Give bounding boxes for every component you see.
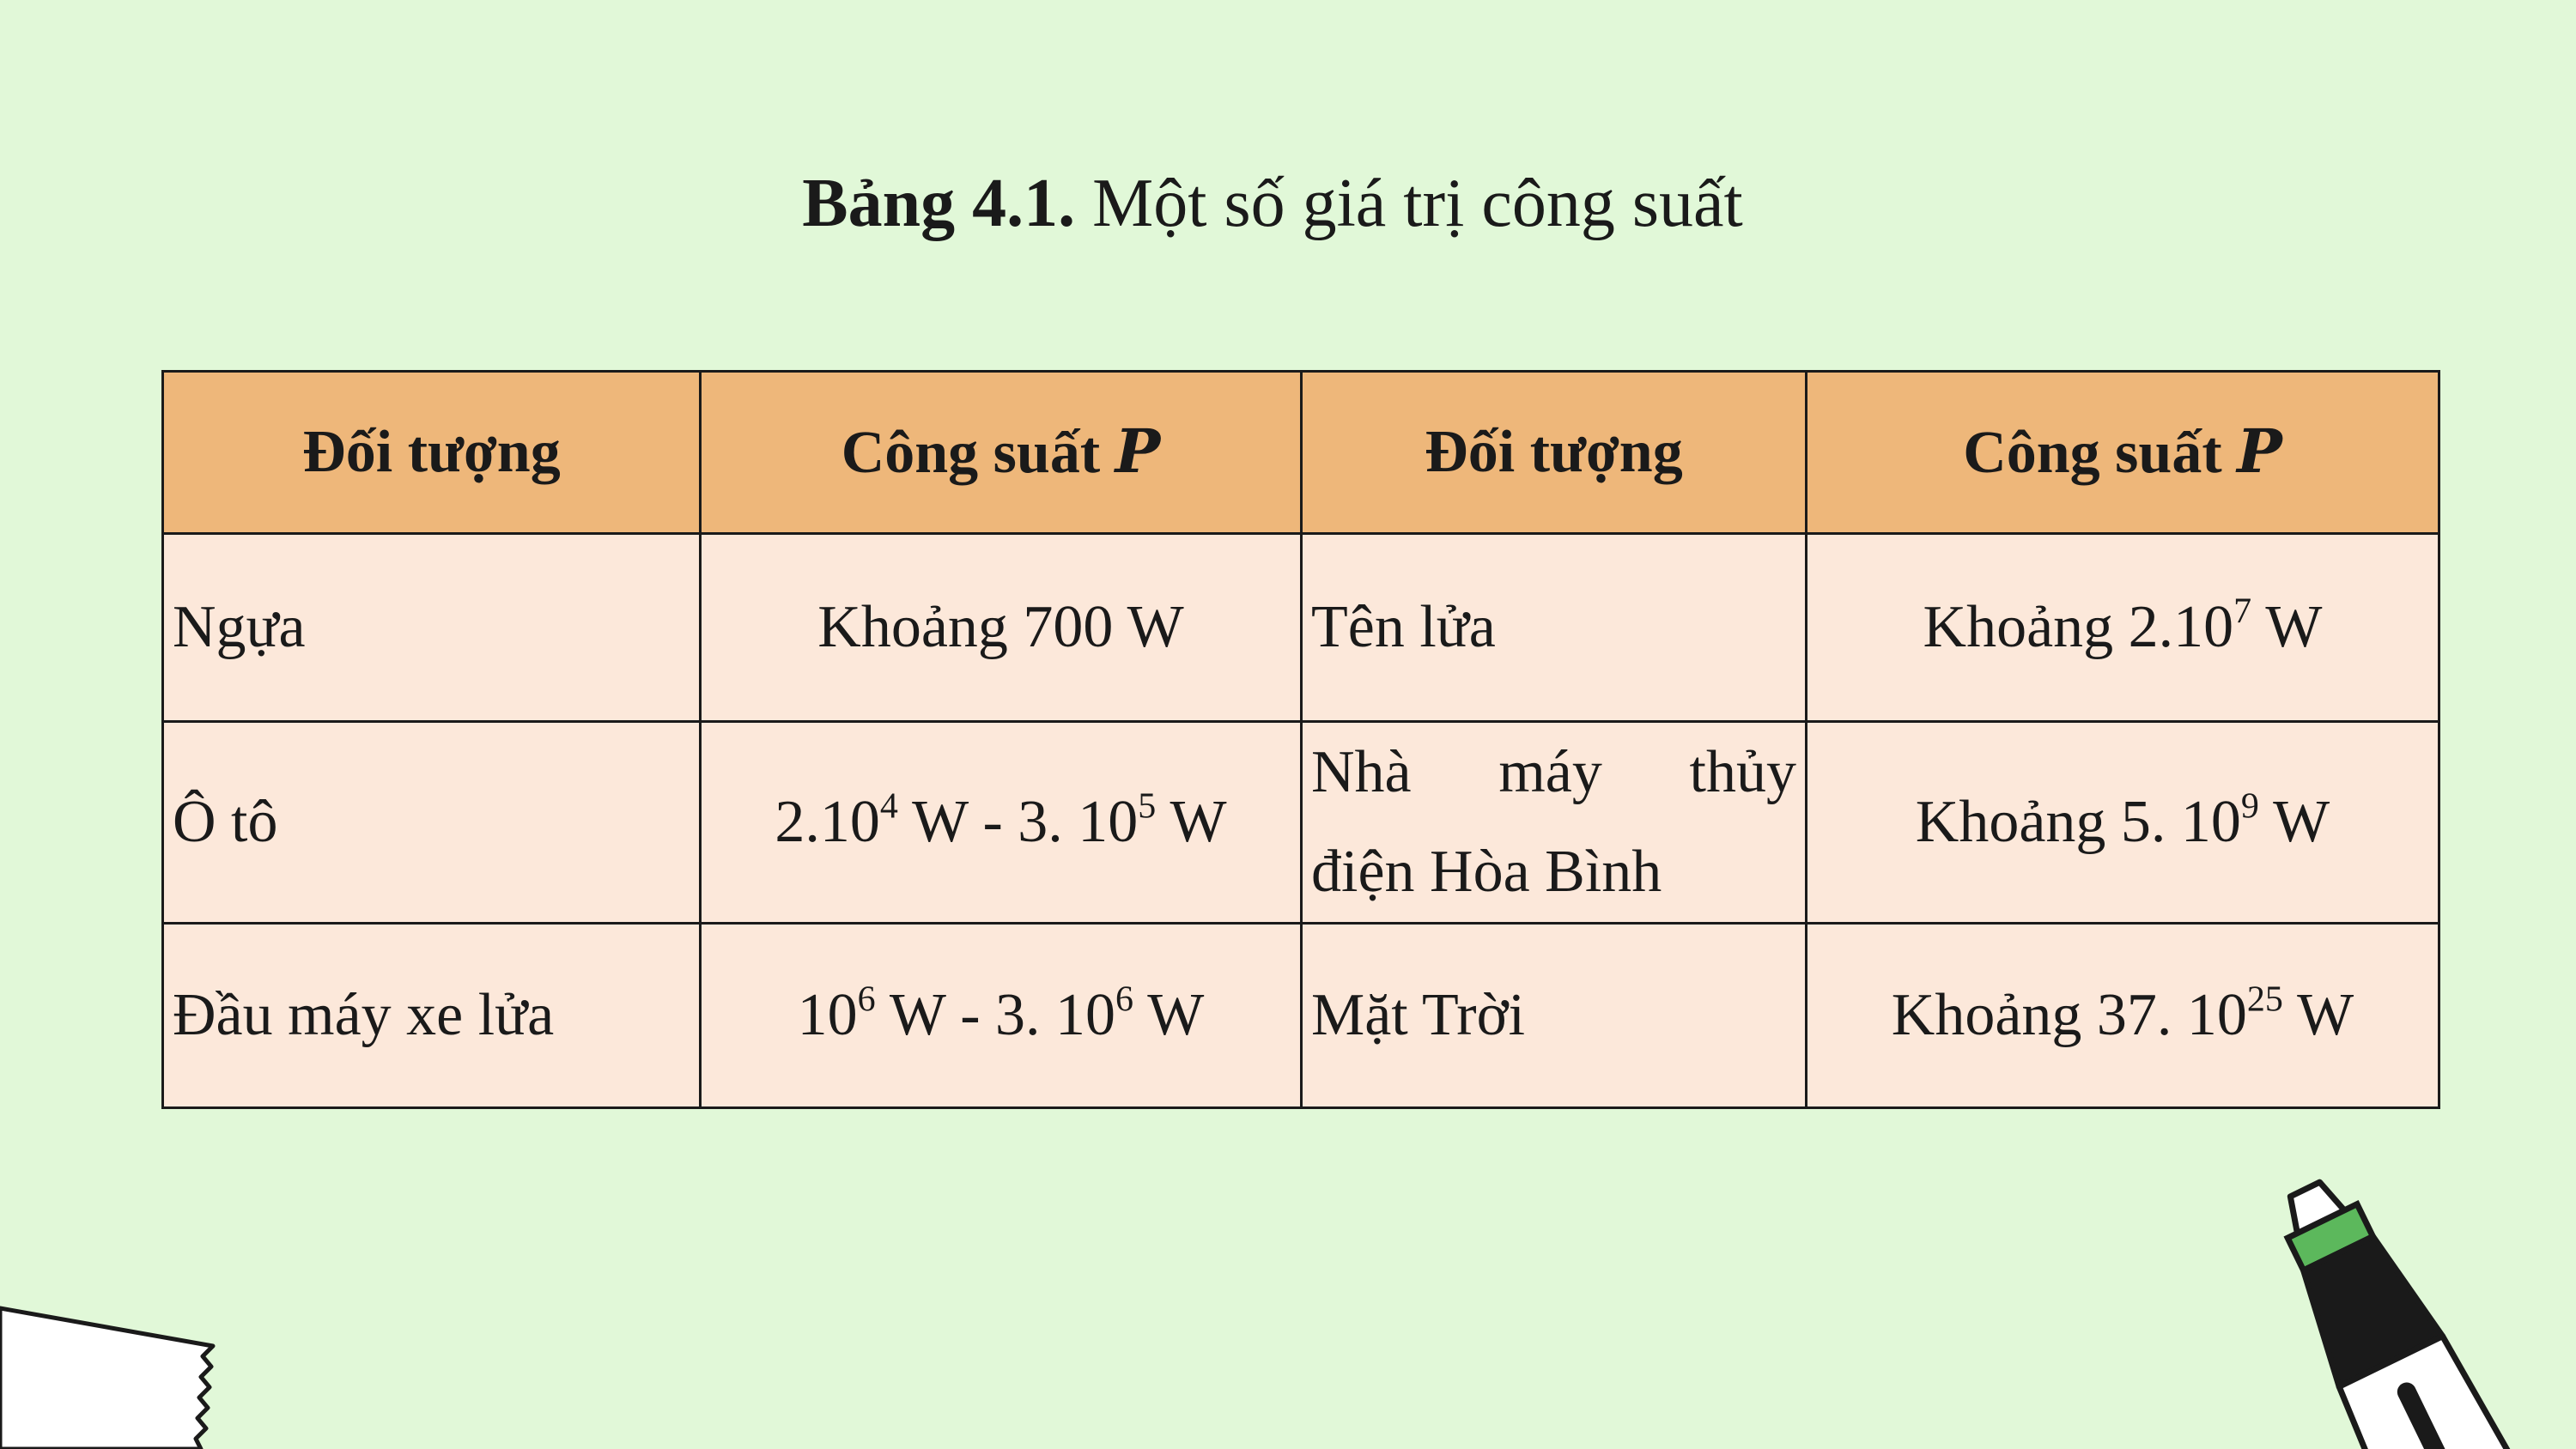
header-row [163,372,2439,534]
cell-power: Khoảng 2.10$^7$ W [1807,534,2439,722]
table-caption [0,156,2545,251]
header-object-2: Đối tượng [1302,372,1807,534]
cell-object: Nhà máy thủy điện Hòa Bình [1302,722,1807,924]
table-row [163,924,2439,1108]
cell-object: Tên lửa [1302,534,1807,722]
table-title: Một số giá trị công suất [1092,166,1743,241]
cell-object: Ô tô [163,722,701,924]
cell-power: Khoảng 700 W [701,534,1302,722]
header-power-1: Công suất P [701,372,1302,534]
cell-object: Ngựa [163,534,701,722]
table-row [163,534,2439,722]
cell-power: $10^6$ W - 3. $10^6$ W [701,924,1302,1108]
power-values-table [161,370,2440,1109]
cell-power: 2.10$^4$ W - 3. $10^5$ W [701,722,1302,924]
header-object-1: Đối tượng [163,372,701,534]
table-number: Bảng 4.1. [802,166,1076,241]
highlighter-marker-icon [2250,1167,2576,1449]
tape-strip-icon [0,1296,223,1449]
power-symbol: P [1115,415,1161,487]
power-symbol: P [2237,415,2282,487]
cell-power: Khoảng 5. $10^9$ W [1807,722,2439,924]
cell-object: Mặt Trời [1302,924,1807,1108]
header-power-2: Công suất P [1807,372,2439,534]
cell-object: Đầu máy xe lửa [163,924,701,1108]
cell-power: Khoảng 37. $10^{25}$ W [1807,924,2439,1108]
table-row [163,722,2439,924]
